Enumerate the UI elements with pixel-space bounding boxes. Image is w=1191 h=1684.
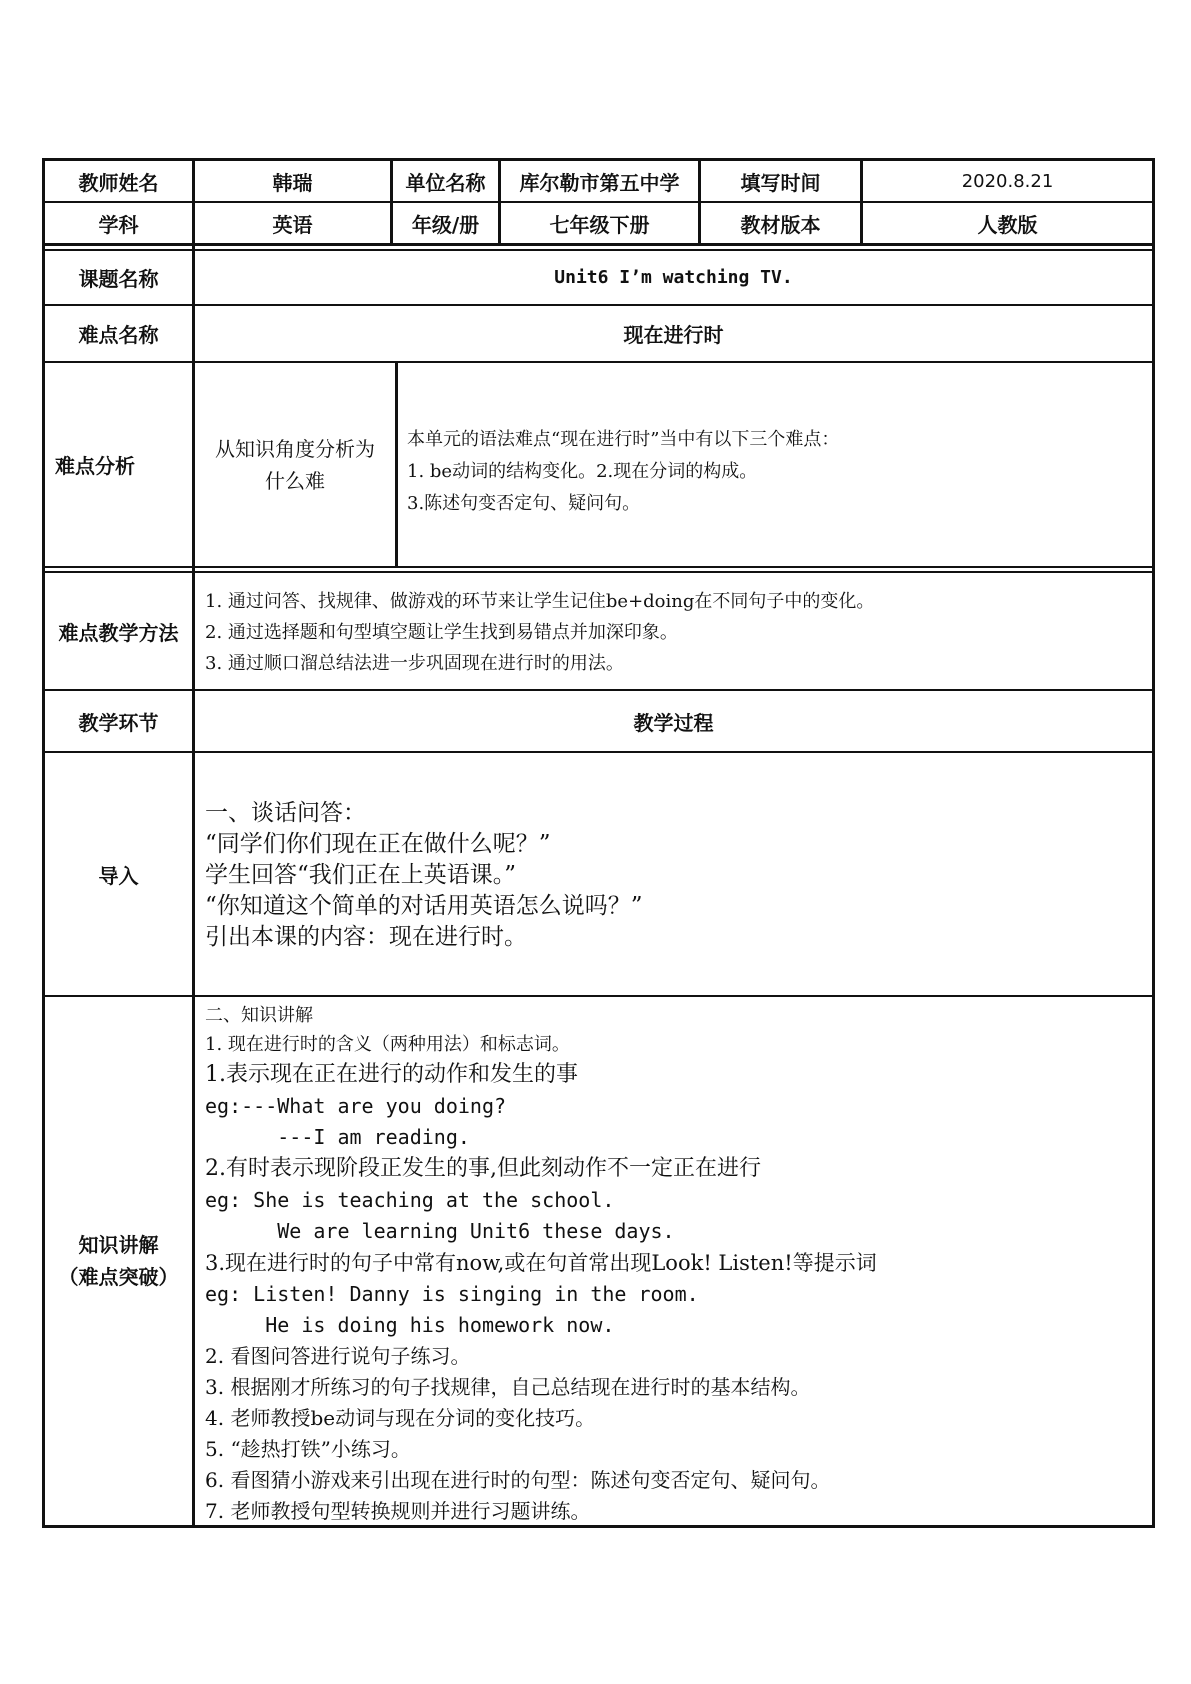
subject-label: 学科 [98,212,139,237]
knowledge-line: 1. 现在进行时的含义（两种用法）和标志词。 [205,1034,570,1055]
knowledge-line: 2.有时表示现阶段正发生的事,但此刻动作不一定正在进行 [205,1156,761,1181]
knowledge-label-line: （难点突破） [58,1265,179,1289]
knowledge-line: 二、知识讲解 [205,1005,313,1026]
grade-value: 七年级下册 [549,212,650,237]
intro-line: “同学们你们现在正在做什么呢？” [205,831,551,857]
methods-line: 1. 通过问答、找规律、做游戏的环节来让学生记住be+doing在不同句子中的变化。 [205,591,875,612]
difficulty-label: 难点名称 [78,323,159,347]
analysis-line: 本单元的语法难点“现在进行时”当中有以下三个难点： [407,429,840,450]
analysis-sub-label-line: 什么难 [265,468,325,493]
knowledge-line: 6. 看图猜小游戏来引出现在进行时的句型：陈述句变否定句、疑问句。 [205,1468,831,1492]
analysis-sub-label-line: 从知识角度分析为 [215,436,375,461]
knowledge-line: 1.表示现在正在进行的动作和发生的事 [205,1062,578,1087]
topic-label: 课题名称 [78,267,159,291]
row-divider [42,571,1155,573]
edition-value: 人教版 [977,212,1038,237]
table-border-right [1152,158,1155,1528]
knowledge-line: eg: Listen! Danny is singing in the room. [205,1282,699,1306]
intro-line: “你知道这个简单的对话用英语怎么说吗？” [205,893,643,919]
methods-content [205,586,1150,679]
subject-value: 英语 [272,212,313,237]
intro-line: 学生回答“我们正在上英语课。” [205,862,517,888]
row-divider [42,995,1155,997]
row-divider [42,751,1155,753]
analysis-sub-label [195,363,395,566]
edition-label: 教材版本 [740,212,821,237]
teacher-name-label: 教师姓名 [78,170,159,195]
topic-value: Unit6 I’m watching TV. [554,267,793,288]
process-label: 教学过程 [633,710,714,735]
knowledge-line: eg: She is teaching at the school. [205,1188,615,1212]
analysis-content [407,424,1147,520]
knowledge-line: ---I am reading. [205,1125,470,1149]
column-divider [395,361,398,568]
unit-name-label: 单位名称 [405,170,486,195]
methods-line: 2. 通过选择题和句型填空题让学生找到易错点并加深印象。 [205,622,678,643]
analysis-line: 3.陈述句变否定句、疑问句。 [407,493,641,514]
knowledge-line: He is doing his homework now. [205,1313,615,1337]
row-divider [42,243,1155,246]
intro-content [205,798,1150,953]
knowledge-content [205,1001,1150,1527]
fill-date-value: 2020.8.21 [961,170,1054,192]
analysis-line: 1. be动词的结构变化。2.现在分词的构成。 [407,461,758,482]
analysis-label: 难点分析 [55,454,135,478]
teacher-name-value: 韩瑞 [272,170,313,195]
difficulty-value: 现在进行时 [623,323,724,347]
methods-line: 3. 通过顺口溜总结法进一步巩固现在进行时的用法。 [205,653,624,674]
row-divider [42,566,1155,568]
intro-line: 引出本课的内容：现在进行时。 [205,924,527,950]
knowledge-line: eg:---What are you doing? [205,1094,507,1118]
knowledge-line: 3.现在进行时的句子中常有now,或在句首常出现Look! Listen!等提示词 [205,1251,877,1275]
intro-label: 导入 [98,863,139,888]
process-stage-label: 教学环节 [78,710,159,735]
knowledge-line: We are learning Unit6 these days. [205,1219,675,1243]
knowledge-line: 2. 看图问答进行说句子练习。 [205,1344,471,1368]
knowledge-line: 3. 根据刚才所练习的句子找规律，自己总结现在进行时的基本结构。 [205,1375,811,1399]
grade-label: 年级/册 [411,212,480,237]
knowledge-line: 7. 老师教授句型转换规则并进行习题讲练。 [205,1499,591,1523]
fill-date-label: 填写时间 [740,170,821,195]
knowledge-line: 4. 老师教授be动词与现在分词的变化技巧。 [205,1406,596,1430]
unit-name-value: 库尔勒市第五中学 [519,170,680,195]
knowledge-label-line: 知识讲解 [78,1233,159,1257]
knowledge-label [45,997,192,1525]
knowledge-line: 5. “趁热打铁”小练习。 [205,1437,411,1461]
intro-line: 一、谈话问答： [205,800,366,826]
methods-label: 难点教学方法 [58,620,179,645]
